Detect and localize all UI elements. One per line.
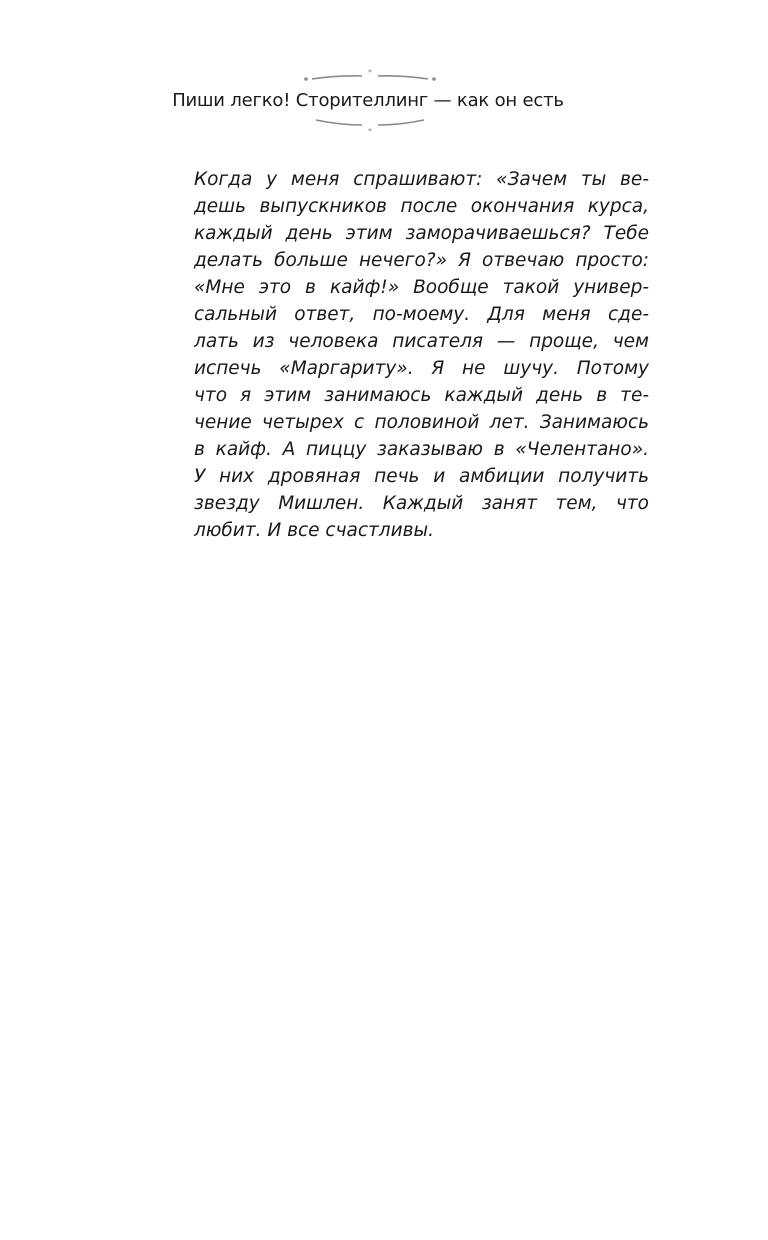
paragraph-line: звезду Мишлен. Каждый занят тем, что: [194, 493, 649, 514]
paragraph-line: что я этим занимаюсь каждый день в те-: [194, 385, 649, 406]
svg-text:*: *: [368, 68, 372, 77]
paragraph-line: каждый день этим заморачиваешься? Тебе: [194, 223, 649, 244]
paragraph-line: У них дровяная печь и амбиции получить: [194, 466, 649, 487]
quote-paragraph: [194, 166, 649, 544]
flourish-ornament-icon: [300, 66, 440, 86]
svg-text:*: *: [368, 127, 372, 136]
page-header: [0, 62, 768, 142]
paragraph-line: любит. И все счастливы.: [194, 520, 435, 541]
paragraph-line: в кайф. А пиццу заказываю в «Челентано».: [194, 439, 649, 460]
paragraph-line: «Мне это в кайф!» Вообще такой универ-: [194, 277, 649, 298]
paragraph-line: сальный ответ, по-моему. Для меня сде-: [194, 304, 649, 325]
paragraph-line: Когда у меня спрашивают: «Зачем ты ве-: [194, 169, 649, 190]
paragraph-line: делать больше нечего?» Я отвечаю просто:: [194, 250, 649, 271]
paragraph-line: дешь выпускников после окончания курса,: [194, 196, 649, 217]
paragraph-line: испечь «Маргариту». Я не шучу. Потому: [194, 358, 649, 379]
paragraph-line: лать из человека писателя — проще, чем: [194, 331, 649, 352]
paragraph-line: чение четырех с половиной лет. Занимаюсь: [194, 412, 649, 433]
flourish-ornament-icon: [300, 116, 440, 136]
running-title: Пиши легко! Сторителлинг — как он есть: [172, 90, 564, 111]
